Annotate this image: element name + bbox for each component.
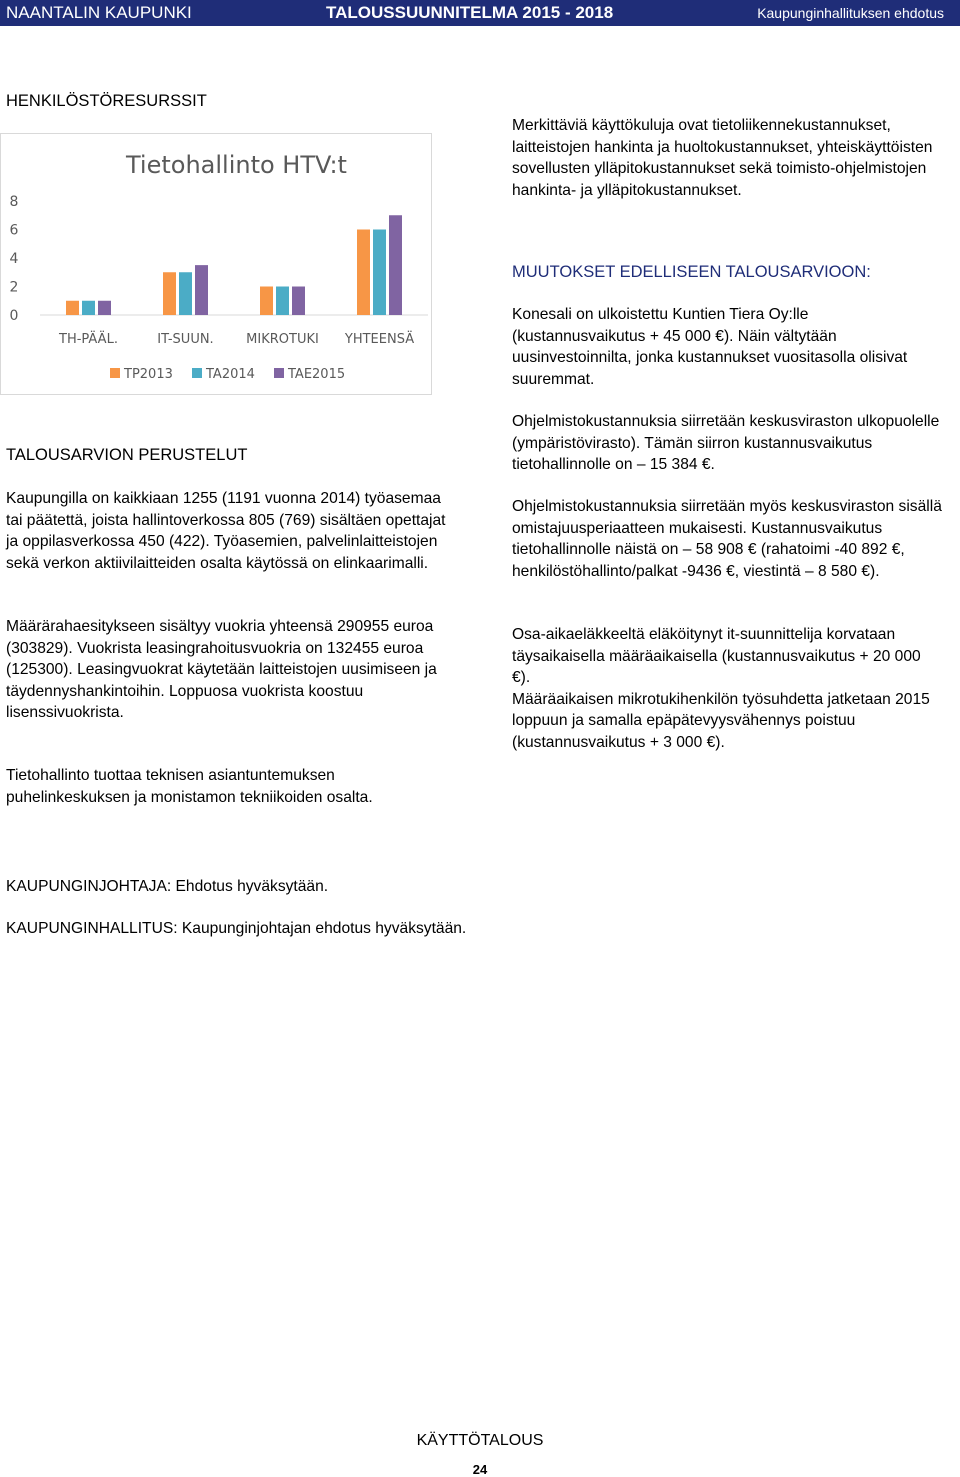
costs-text: Merkittäviä käyttökuluja ovat tietoliikennekustannukset, laitteistojen hankinta ja huoltokustannukset, yhteiskäyttöisten sovellusten ylläpitokustannukset sekä toimisto-ohjelmistojen hankinta- ja ylläpitokustannukset. <box>512 117 933 199</box>
bar-tae2015 <box>98 301 111 315</box>
legend-swatch <box>274 368 284 378</box>
bar-ta2014 <box>179 272 192 315</box>
staff-chart <box>0 133 432 395</box>
budget-paragraph-1 <box>6 488 446 574</box>
footer-section-title: KÄYTTÖTALOUS <box>416 1432 544 1449</box>
x-tick-label: IT-SUUN. <box>157 332 214 347</box>
change-text-1: Konesali on ulkoistettu Kuntien Tiera Oy:lle (kustannusvaikutus + 45 000 €). Näin vältytään uusinvestoinnilta, jonka kustannukset vuositasolla olisivat suuremmat. <box>512 306 908 388</box>
x-tick-label: TH-PÄÄL. <box>59 332 118 347</box>
bar-tae2015 <box>195 265 208 315</box>
bar-tp2013 <box>357 230 370 316</box>
board-decision: KAUPUNGINHALLITUS: Kaupunginjohtajan ehdotus hyväksytään. <box>6 920 467 937</box>
y-tick-label: 2 <box>9 279 19 296</box>
y-tick-label: 0 <box>9 308 19 324</box>
budget-paragraph-2 <box>6 616 446 724</box>
budget-text-1: Kaupungilla on kaikkiaan 1255 (1191 vuonna 2014) työasemaa tai päätettä, joista hallintoverkossa 805 (769) sisältäen opettajat ja oppilasverkossa 450 (422). Työasemien, palvelinlaitteistojen sekä verkon aktiivilaitteiden osalta käytössä on elinkaarimalli. <box>6 490 446 572</box>
budget-paragraph-3 <box>6 765 446 808</box>
change-text-4b: Määräaikaisen mikrotukihenkilön työsuhdetta jatketaan 2015 loppuun ja samalla epäpätevyysvähennys poistuu (kustannusvaikutus + 3 000 €). <box>512 690 930 751</box>
change-paragraph-4 <box>512 624 942 753</box>
legend-swatch <box>110 368 120 378</box>
bar-tae2015 <box>389 215 402 315</box>
legend-swatch <box>192 368 202 378</box>
y-tick-label: 6 <box>9 222 19 239</box>
page-header <box>0 0 960 26</box>
change-paragraph-2 <box>512 411 942 476</box>
bar-ta2014 <box>82 301 95 315</box>
chart-title: Tietohallinto HTV:t <box>126 151 347 179</box>
bar-tae2015 <box>292 287 305 316</box>
x-tick-label: MIKROTUKI <box>246 332 319 347</box>
mayor-decision: KAUPUNGINJOHTAJA: Ehdotus hyväksytään. <box>6 878 329 895</box>
change-paragraph-1 <box>512 304 942 390</box>
staff-heading: HENKILÖSTÖRESURSSIT <box>6 92 207 110</box>
budget-text-2: Määrärahaesitykseen sisältyy vuokria yhteensä 290955 euroa (303829). Vuokrista leasingrahoitusvuokria on 132455 euroa (125300). Leasingvuokrat käytetään laitteistojen uusimiseen ja täydennyshankintoihin. Loppuosa vuokrista koostuu lisenssivuokrista. <box>6 618 437 721</box>
change-paragraph-3 <box>512 496 942 582</box>
bar-tp2013 <box>66 301 79 315</box>
change-text-4a: Osa-aikaeläkkeeltä eläköitynyt it-suunnittelija korvataan täysaikaisella määräaikaisella (kustannusvaikutus + 20 000 €). <box>512 626 921 686</box>
bar-tp2013 <box>260 287 273 316</box>
budget-heading: TALOUSARVION PERUSTELUT <box>6 446 248 464</box>
x-tick-label: YHTEENSÄ <box>344 332 415 347</box>
page-number: 24 <box>472 1462 488 1477</box>
change-text-2: Ohjelmistokustannuksia siirretään keskusviraston ulkopuolelle (ympäristövirasto). Tämän siirron kustannusvaikutus tietohallinnolle on – 15 384 €. <box>512 413 940 473</box>
budget-text-3: Tietohallinto tuottaa teknisen asiantuntemuksen puhelinkeskuksen ja monistamon tekniikoiden osalta. <box>6 767 373 806</box>
bar-tp2013 <box>163 272 176 315</box>
staff-chart-svg <box>0 133 432 395</box>
costs-paragraph <box>512 115 942 201</box>
changes-heading: MUUTOKSET EDELLISEEN TALOUSARVIOON: <box>512 263 871 281</box>
document-status: Kaupunginhallituksen ehdotus <box>757 5 944 21</box>
legend-label: TAE2015 <box>288 367 346 382</box>
bar-ta2014 <box>373 230 386 316</box>
legend-label: TP2013 <box>124 367 173 382</box>
y-tick-label: 4 <box>9 251 19 267</box>
change-text-3: Ohjelmistokustannuksia siirretään myös keskusviraston sisällä omistajuusperiaatteen mukaisesti. Kustannusvaikutus tietohallinnolle näistä on – 58 908 € (rahatoimi -40 892 €, henkilöstöhallinto/palkat -9436 €, viestintä – 8 580 €). <box>512 498 942 580</box>
document-title: TALOUSSUUNNITELMA 2015 - 2018 <box>326 3 614 22</box>
org-name: NAANTALIN KAUPUNKI <box>6 3 192 22</box>
y-tick-label: 8 <box>9 194 19 210</box>
legend-label: TA2014 <box>206 367 255 382</box>
bar-ta2014 <box>276 287 289 316</box>
